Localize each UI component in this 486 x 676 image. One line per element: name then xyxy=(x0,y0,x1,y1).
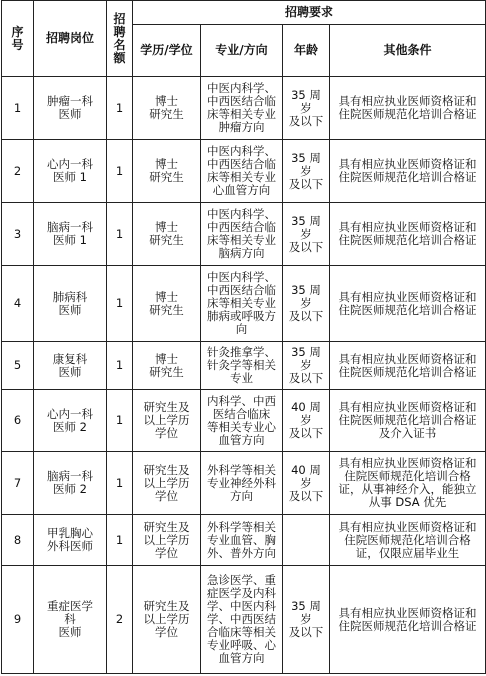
cell-education: 研究生及 以上学历 学位 xyxy=(133,566,201,674)
cell-position: 甲乳胸心 外科医师 xyxy=(34,515,107,566)
cell-count: 2 xyxy=(107,566,133,674)
cell-position: 心内一科 医师 1 xyxy=(34,140,107,203)
cell-age: 40 周 岁 及以下 xyxy=(283,452,330,515)
cell-count: 1 xyxy=(107,203,133,266)
cell-other: 具有相应执业医师资格证和 住院医师规范化培训合格 证，仅限应届毕业生 xyxy=(330,515,486,566)
cell-other: 具有相应执业医师资格证和 住院医师规范化培训合格证 xyxy=(330,140,486,203)
cell-index: 6 xyxy=(2,390,34,452)
cell-education: 研究生及 以上学历 学位 xyxy=(133,452,201,515)
cell-index: 5 xyxy=(2,342,34,390)
cell-count: 1 xyxy=(107,266,133,342)
cell-count: 1 xyxy=(107,452,133,515)
cell-position: 心内一科 医师 2 xyxy=(34,390,107,452)
cell-position: 脑病一科 医师 1 xyxy=(34,203,107,266)
table-row xyxy=(2,266,486,342)
cell-other: 具有相应执业医师资格证和 住院医师规范化培训合格证 xyxy=(330,203,486,266)
header-major: 专业/方向 xyxy=(201,25,283,77)
cell-count: 1 xyxy=(107,342,133,390)
cell-index: 4 xyxy=(2,266,34,342)
header-education: 学历/学位 xyxy=(133,25,201,77)
table-row xyxy=(2,390,486,452)
cell-position: 重症医学 科 医师 xyxy=(34,566,107,674)
cell-other: 具有相应执业医师资格证和 住院医师规范化培训合格证 xyxy=(330,566,486,674)
cell-index: 2 xyxy=(2,140,34,203)
cell-index: 7 xyxy=(2,452,34,515)
header-position: 招聘岗位 xyxy=(34,1,107,77)
cell-other: 具有相应执业医师资格证和 住院医师规范化培训合格 证，从事神经介入，能独立 从事 DSA 优先 xyxy=(330,452,486,515)
cell-other: 具有相应执业医师资格证和 住院医师规范化培训合格证 xyxy=(330,342,486,390)
table-row xyxy=(2,566,486,674)
cell-count: 1 xyxy=(107,140,133,203)
cell-age: 40 周 岁 及以下 xyxy=(283,390,330,452)
recruitment-table xyxy=(1,0,486,674)
cell-index: 3 xyxy=(2,203,34,266)
cell-position: 脑病一科 医师 2 xyxy=(34,452,107,515)
header-count: 招 聘 名 额 xyxy=(107,1,133,77)
cell-major: 外科学等相关 专业神经外科 方向 xyxy=(201,452,283,515)
cell-index: 9 xyxy=(2,566,34,674)
cell-major: 中医内科学、 中西医结合临 床等相关专业 肺病或呼吸方向 xyxy=(201,266,283,342)
header-index: 序 号 xyxy=(2,1,34,77)
cell-education: 博士 研究生 xyxy=(133,77,201,140)
cell-education: 博士 研究生 xyxy=(133,140,201,203)
cell-count: 1 xyxy=(107,77,133,140)
cell-major: 中医内科学、 中西医结合临 床等相关专业 肿瘤方向 xyxy=(201,77,283,140)
cell-major: 中医内科学、 中西医结合临 床等相关专业 脑病方向 xyxy=(201,203,283,266)
cell-count: 1 xyxy=(107,390,133,452)
cell-other: 具有相应执业医师资格证和 住院医师规范化培训合格证 xyxy=(330,77,486,140)
table-row xyxy=(2,342,486,390)
cell-position: 肿瘤一科 医师 xyxy=(34,77,107,140)
cell-position: 肺病科 医师 xyxy=(34,266,107,342)
cell-other: 具有相应执业医师资格证和 住院医师规范化培训合格证 xyxy=(330,266,486,342)
table-row xyxy=(2,77,486,140)
cell-age: 35 周 岁 及以下 xyxy=(283,203,330,266)
cell-education: 博士 研究生 xyxy=(133,342,201,390)
cell-education: 研究生及 以上学历 学位 xyxy=(133,390,201,452)
cell-major: 中医内科学、 中西医结合临 床等相关专业 心血管方向 xyxy=(201,140,283,203)
cell-position: 康复科 医师 xyxy=(34,342,107,390)
cell-age: 35 周 岁 及以下 xyxy=(283,140,330,203)
table-row xyxy=(2,452,486,515)
cell-age: 35 周 岁 及以下 xyxy=(283,77,330,140)
cell-age: 35 周 岁 及以下 xyxy=(283,342,330,390)
table-row xyxy=(2,140,486,203)
cell-education: 研究生及 以上学历 学位 xyxy=(133,515,201,566)
cell-index: 1 xyxy=(2,77,34,140)
cell-age xyxy=(283,515,330,566)
cell-major: 针灸推拿学、 针灸学等相关 专业 xyxy=(201,342,283,390)
cell-age: 35 周 岁 及以下 xyxy=(283,566,330,674)
cell-index: 8 xyxy=(2,515,34,566)
header-age: 年龄 xyxy=(283,25,330,77)
cell-education: 博士 研究生 xyxy=(133,266,201,342)
table-row xyxy=(2,203,486,266)
cell-age: 35 周 岁 及以下 xyxy=(283,266,330,342)
header-other: 其他条件 xyxy=(330,25,486,77)
cell-major: 内科学、中西 医结合临床 等相关专业心 血管方向 xyxy=(201,390,283,452)
cell-education: 博士 研究生 xyxy=(133,203,201,266)
cell-other: 具有相应执业医师资格证和 住院医师规范化培训合格证 及介入证书 xyxy=(330,390,486,452)
cell-major: 急诊医学、重 症医学及内科 学、中医内科 学、中西医结 合临床等相关 专业呼吸、心 血管方向 xyxy=(201,566,283,674)
header-requirements: 招聘要求 xyxy=(133,1,486,25)
cell-count: 1 xyxy=(107,515,133,566)
cell-major: 外科学等相关 专业血管、胸 外、普外方向 xyxy=(201,515,283,566)
table-row xyxy=(2,515,486,566)
